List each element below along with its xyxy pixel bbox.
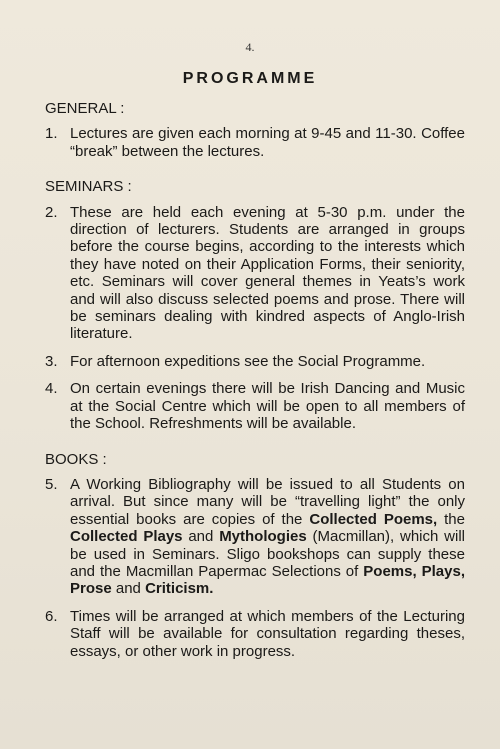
text-run: the [437,510,465,528]
list-item [45,204,465,343]
item-text: These are held each evening at 5-30 p.m. under the direction of lecturers. Students are arranged in groups before the course begins, according to the interests which they have noted on their Application Forms, their seniority, etc. Seminars will cover general themes in Yeats’s work and will also discuss selected poems and prose. There will be seminars dealing with kindred aspects of Anglo-Irish literature. [70,203,465,343]
section-heading-books: BOOKS : [45,450,107,468]
book-title: Poems, Plays, Prose [70,562,465,598]
text-run: and [182,528,220,546]
list-item [45,380,465,432]
item-text [70,476,465,598]
item-number: 3. [45,352,58,370]
page-number: 4. [245,40,255,54]
book-title: Collected Plays [70,528,183,546]
item-text: On certain evenings there will be Irish Dancing and Music at the Social Centre which will be open to all members of the School. Refreshments will be available. [70,380,465,433]
item-text: Lectures are given each morning at 9-45 and 11-30. Coffee “break” between the lectures. [70,125,465,160]
list-item [45,476,465,598]
item-number: 6. [45,607,58,625]
book-title: Criticism. [145,580,214,598]
text-run: A Working Bibliography will be issued to all Students on arrival. But since many will be “travelling light” the only essential books are copies of the [70,475,465,528]
list-item [45,353,465,370]
book-title: Collected Poems, [309,510,438,528]
list-item [45,125,465,160]
item-number: 2. [45,203,58,221]
text-run: (Macmillan), which will be used in Seminars. Sligo bookshops can supply these and the Macmillan Papermac Selections of [70,528,465,580]
item-text: For afternoon expeditions see the Social Programme. [70,352,426,370]
item-number: 1. [45,125,58,143]
item-number: 4. [45,380,58,398]
book-title: Mythologies [219,528,307,546]
section-heading-general: GENERAL : [45,100,125,117]
item-text: Times will be arranged at which members of the Lecturing Staff will be available for consultation regarding theses, essays, or other work in progress. [70,607,465,660]
text-run: and [111,580,146,598]
section-heading-seminars: SEMINARS : [45,178,132,196]
list-item [45,608,465,660]
programme-content [45,100,465,660]
item-number: 5. [45,475,58,493]
page-title: PROGRAMME [182,70,318,87]
